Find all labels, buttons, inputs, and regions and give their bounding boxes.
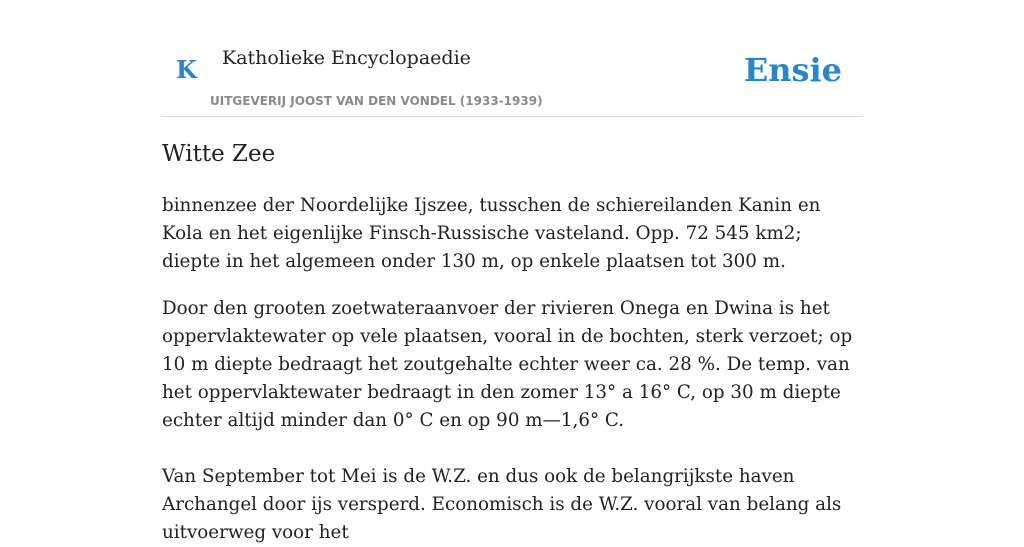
article-paragraph: Door den grooten zoetwateraanvoer der rivieren Onega en Dwina is het oppervlaktewater op vele plaatsen, vooral in de bochten, sterk verzoet; op 10 m diepte bedraagt het zoutgehalte echter weer ca. 28 %. De temp. van het oppervlaktewater bedraagt in den zomer 13° a 16° C, op 30 m diepte echter altijd minder dan 0° C en op 90 m—1,6° C.	[162, 298, 853, 431]
article-paragraph: Van September tot Mei is de W.Z. en dus ook de belangrijkste haven Archangel door ijs versperd. Economisch is de W.Z. vooral van belang als uitvoerweg voor het	[162, 466, 842, 543]
site-header	[162, 0, 862, 117]
ensie-brand-logo[interactable]: Ensie	[743, 51, 842, 89]
encyclopedia-title[interactable]: Katholieke Encyclopaedie	[222, 47, 471, 69]
article	[162, 138, 862, 547]
encyclopedia-logo[interactable]: K	[176, 55, 197, 84]
article-paragraph: binnenzee der Noordelijke Ijszee, tusschen de schiereilanden Kanin en Kola en het eigenlijke Finsch-Russische vasteland. Opp. 72 545 km2; diepte in het algemeen onder 130 m, op enkele plaatsen tot 300 m.	[162, 195, 821, 272]
article-title: Witte Zee	[162, 141, 276, 167]
publisher-subtitle: UITGEVERIJ JOOST VAN DEN VONDEL (1933-1939)	[210, 94, 543, 108]
